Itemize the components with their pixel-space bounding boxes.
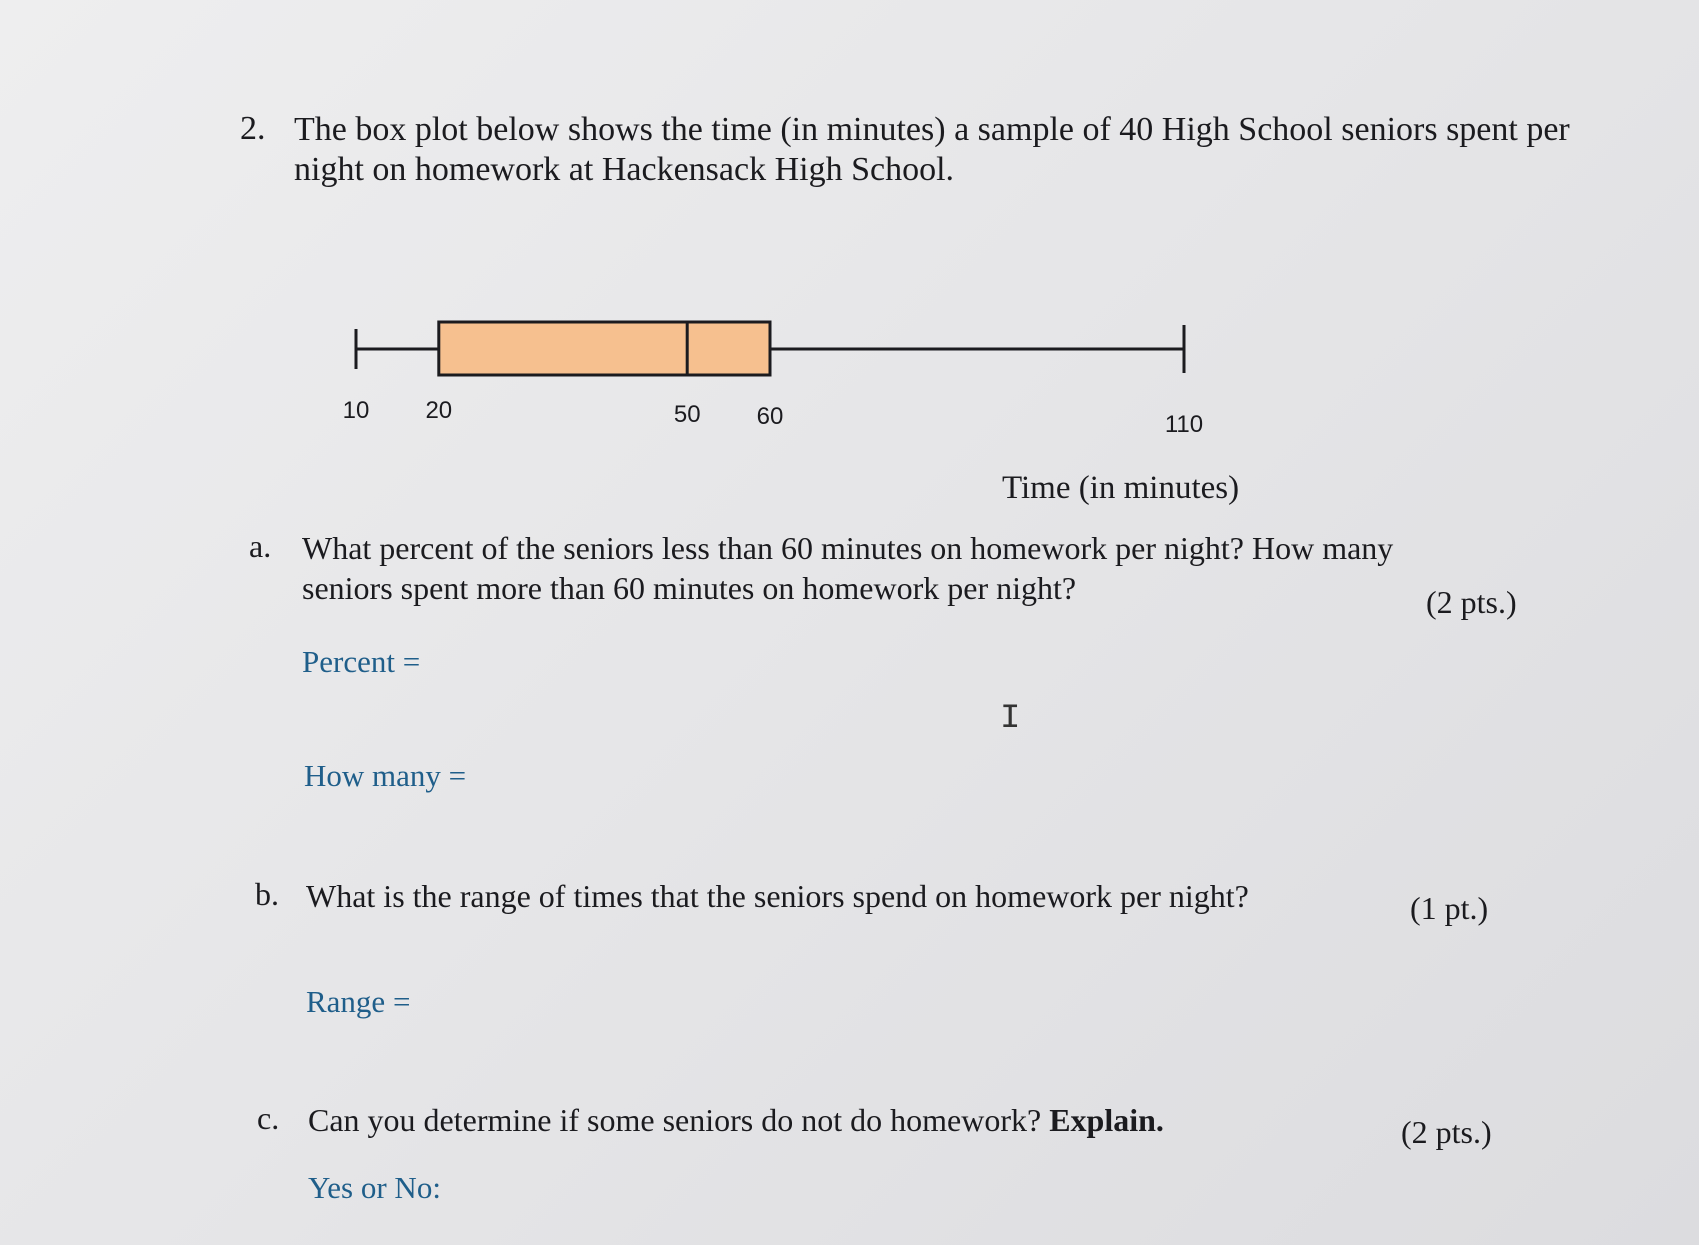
- how-many-label: How many =: [304, 758, 467, 793]
- how-many-answer-field[interactable]: [490, 758, 1050, 798]
- part-a-points: (2 pts.): [1426, 584, 1517, 620]
- tick-label-50: 50: [673, 401, 701, 428]
- iqr-box: [439, 322, 770, 375]
- percent-label: Percent =: [302, 644, 421, 679]
- yes-or-no-label: Yes or No:: [308, 1170, 441, 1205]
- part-c-points: (2 pts.): [1401, 1114, 1492, 1150]
- tick-label-110: 110: [1164, 411, 1204, 438]
- part-c-question: Can you determine if some seniors do not do homework?: [308, 1102, 1042, 1138]
- part-b-points: (1 pt.): [1410, 890, 1489, 926]
- range-answer-field[interactable]: [425, 984, 985, 1024]
- range-label: Range =: [306, 984, 411, 1019]
- part-c-explain: Explain.: [1049, 1102, 1164, 1138]
- tick-label-60: 60: [756, 403, 784, 430]
- tick-label-20: 20: [425, 397, 453, 424]
- question-text: The box plot below shows the time (in minutes) a sample of 40 High School seniors spent per night on homework at Hackensack High School.: [294, 111, 1570, 188]
- part-c-letter: c.: [257, 1100, 280, 1136]
- text-cursor-icon: I: [1000, 700, 1021, 738]
- part-c-text: [308, 1100, 1208, 1140]
- axis-title: Time (in minutes): [1002, 470, 1240, 506]
- part-a-text: What percent of the seniors less than 60 minutes on homework per night? How many seniors spent more than 60 minutes on homework per night?: [302, 530, 1394, 606]
- tick-label-10: 10: [342, 397, 370, 424]
- part-a-letter: a.: [249, 528, 272, 564]
- part-b-letter: b.: [255, 876, 279, 912]
- percent-answer-field[interactable]: [445, 644, 1005, 684]
- question-number: 2.: [240, 110, 266, 147]
- yes-or-no-answer-field[interactable]: [465, 1170, 1025, 1210]
- part-b-text: What is the range of times that the seniors spend on homework per night?: [306, 878, 1249, 914]
